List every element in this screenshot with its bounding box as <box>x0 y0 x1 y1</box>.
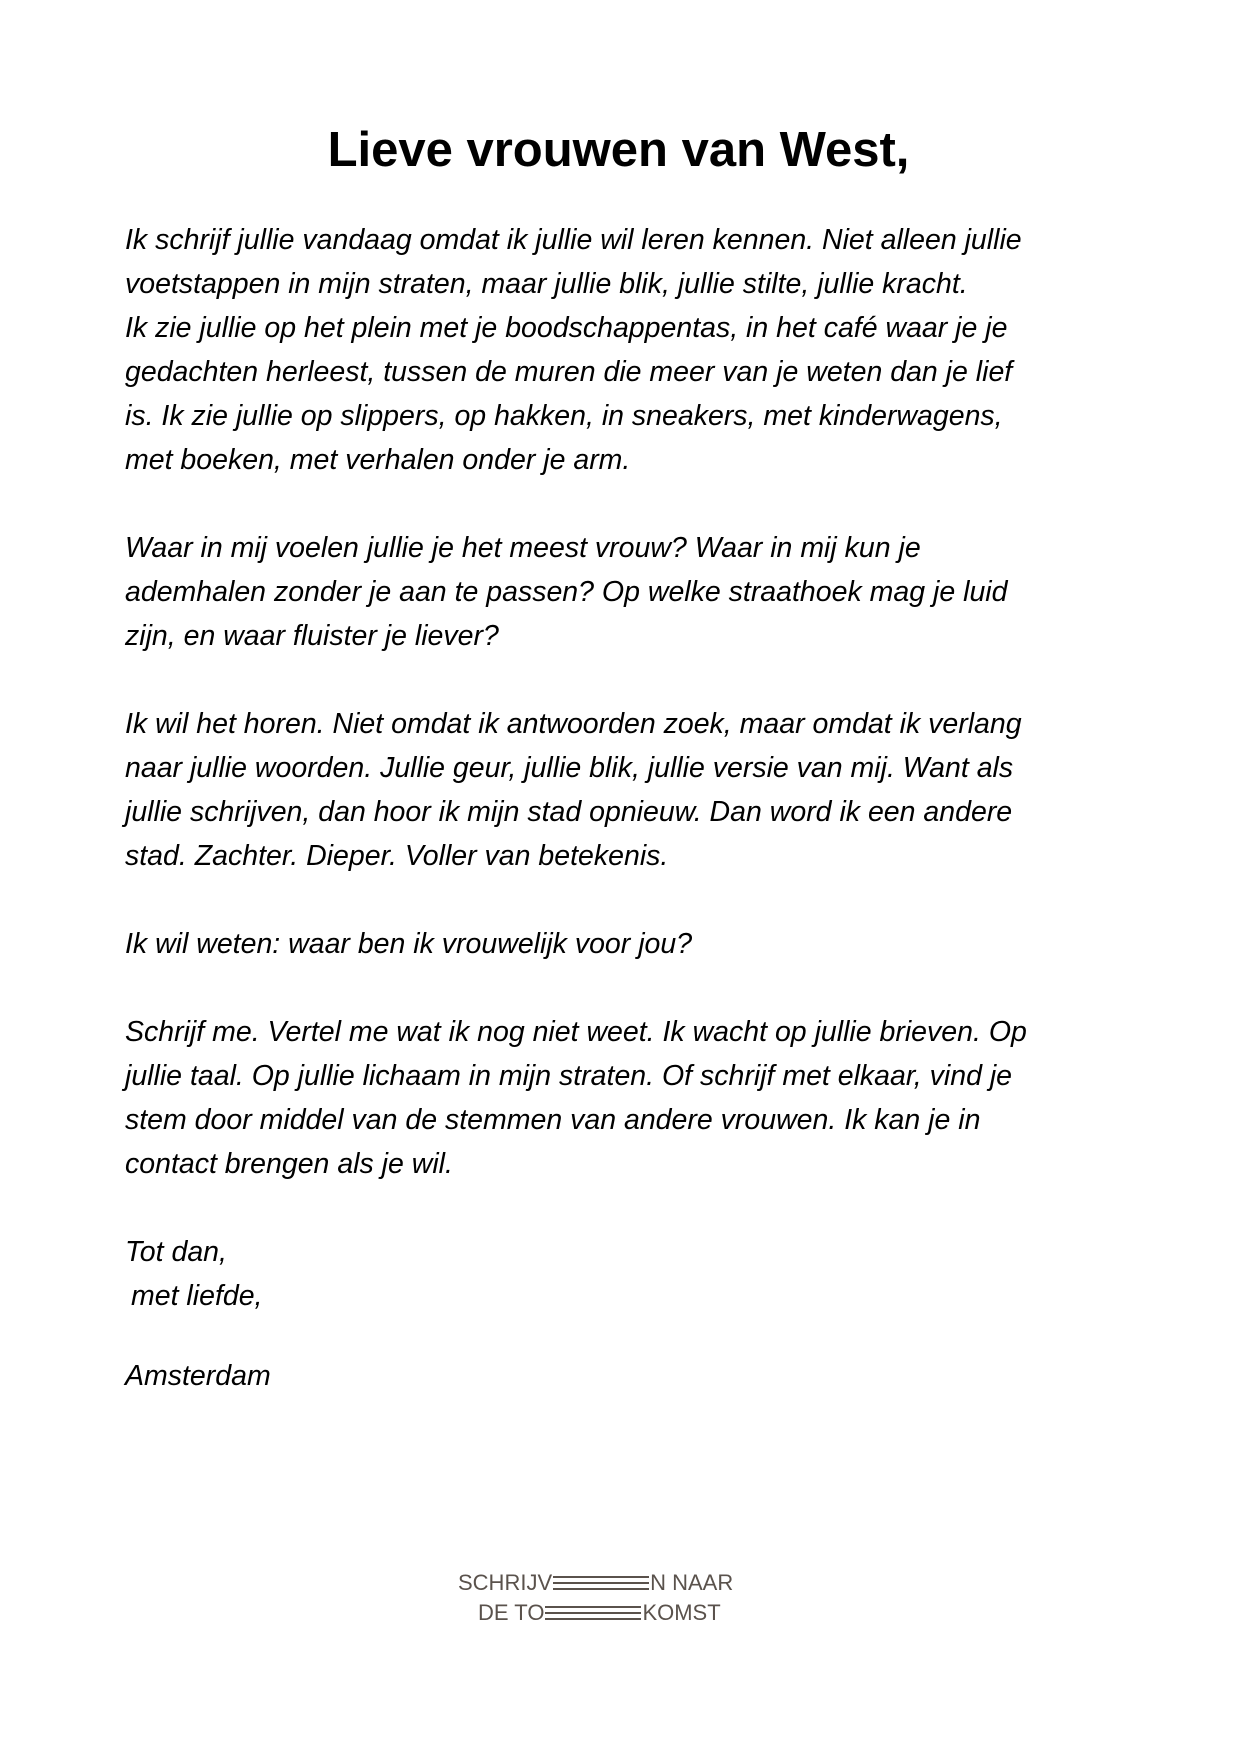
closing-line-2: met liefde, <box>131 1280 263 1312</box>
signature: Amsterdam <box>125 1360 271 1392</box>
text-line: gedachten herleest, tussen de muren die meer van je weten dan je lief <box>125 356 1013 388</box>
paragraph-4 <box>125 922 1125 966</box>
text-line: naar jullie woorden. Jullie geur, jullie blik, jullie versie van mij. Want als <box>125 752 1014 784</box>
text-line: Ik wil weten: waar ben ik vrouwelijk voor jou? <box>125 928 693 960</box>
paragraph-1 <box>125 218 1125 482</box>
text-line: stad. Zachter. Dieper. Voller van betekenis. <box>125 840 669 872</box>
text-line: jullie schrijven, dan hoor ik mijn stad opnieuw. Dan word ik een andere <box>125 796 1013 828</box>
logo-text: DE TO <box>478 1600 545 1625</box>
logo-lines-icon <box>553 1576 649 1590</box>
paragraph-gap <box>125 1186 1125 1230</box>
text-line: met boeken, met verhalen onder je arm. <box>125 444 631 476</box>
text-line: Ik wil het horen. Niet omdat ik antwoorden zoek, maar omdat ik verlang <box>125 708 1022 740</box>
paragraph-3 <box>125 702 1125 878</box>
logo-text: N NAAR <box>650 1570 734 1595</box>
paragraph-gap <box>125 878 1125 922</box>
paragraph-gap <box>125 658 1125 702</box>
logo-row-2 <box>458 1598 778 1628</box>
text-line: stem door middel van de stemmen van andere vrouwen. Ik kan je in <box>125 1104 981 1136</box>
text-line: Schrijf me. Vertel me wat ik nog niet weet. Ik wacht op jullie brieven. Op <box>125 1016 1027 1048</box>
logo-row-1 <box>458 1568 778 1598</box>
logo-text: SCHRIJV <box>458 1570 553 1595</box>
text-line: Ik schrijf jullie vandaag omdat ik jullie wil leren kennen. Niet alleen jullie <box>125 224 1022 256</box>
text-line: voetstappen in mijn straten, maar jullie blik, jullie stilte, jullie kracht. <box>125 268 968 300</box>
closing <box>125 1230 1125 1318</box>
logo-lines-icon <box>545 1606 641 1620</box>
text-line: is. Ik zie jullie op slippers, op hakken, in sneakers, met kinderwagens, <box>125 400 1003 432</box>
paragraph-gap <box>125 482 1125 526</box>
letter-title: Lieve vrouwen van West, <box>327 123 910 177</box>
letter-body <box>125 218 1125 1398</box>
text-line: ademhalen zonder je aan te passen? Op welke straathoek mag je luid <box>125 576 1008 608</box>
closing-line-1: Tot dan, <box>125 1236 227 1268</box>
text-line: jullie taal. Op jullie lichaam in mijn straten. Of schrijf met elkaar, vind je <box>125 1060 1013 1092</box>
paragraph-5 <box>125 1010 1125 1186</box>
text-line: zijn, en waar fluister je liever? <box>125 620 499 652</box>
text-line: Ik zie jullie op het plein met je boodschappentas, in het café waar je je <box>125 312 1008 344</box>
schrijven-naar-de-toekomst-logo <box>458 1568 778 1630</box>
text-line: Waar in mij voelen jullie je het meest vrouw? Waar in mij kun je <box>125 532 921 564</box>
paragraph-2 <box>125 526 1125 658</box>
logo-text: KOMST <box>642 1600 721 1625</box>
paragraph-gap <box>125 966 1125 1010</box>
paragraph-gap <box>125 1318 1125 1354</box>
text-line: contact brengen als je wil. <box>125 1148 453 1180</box>
